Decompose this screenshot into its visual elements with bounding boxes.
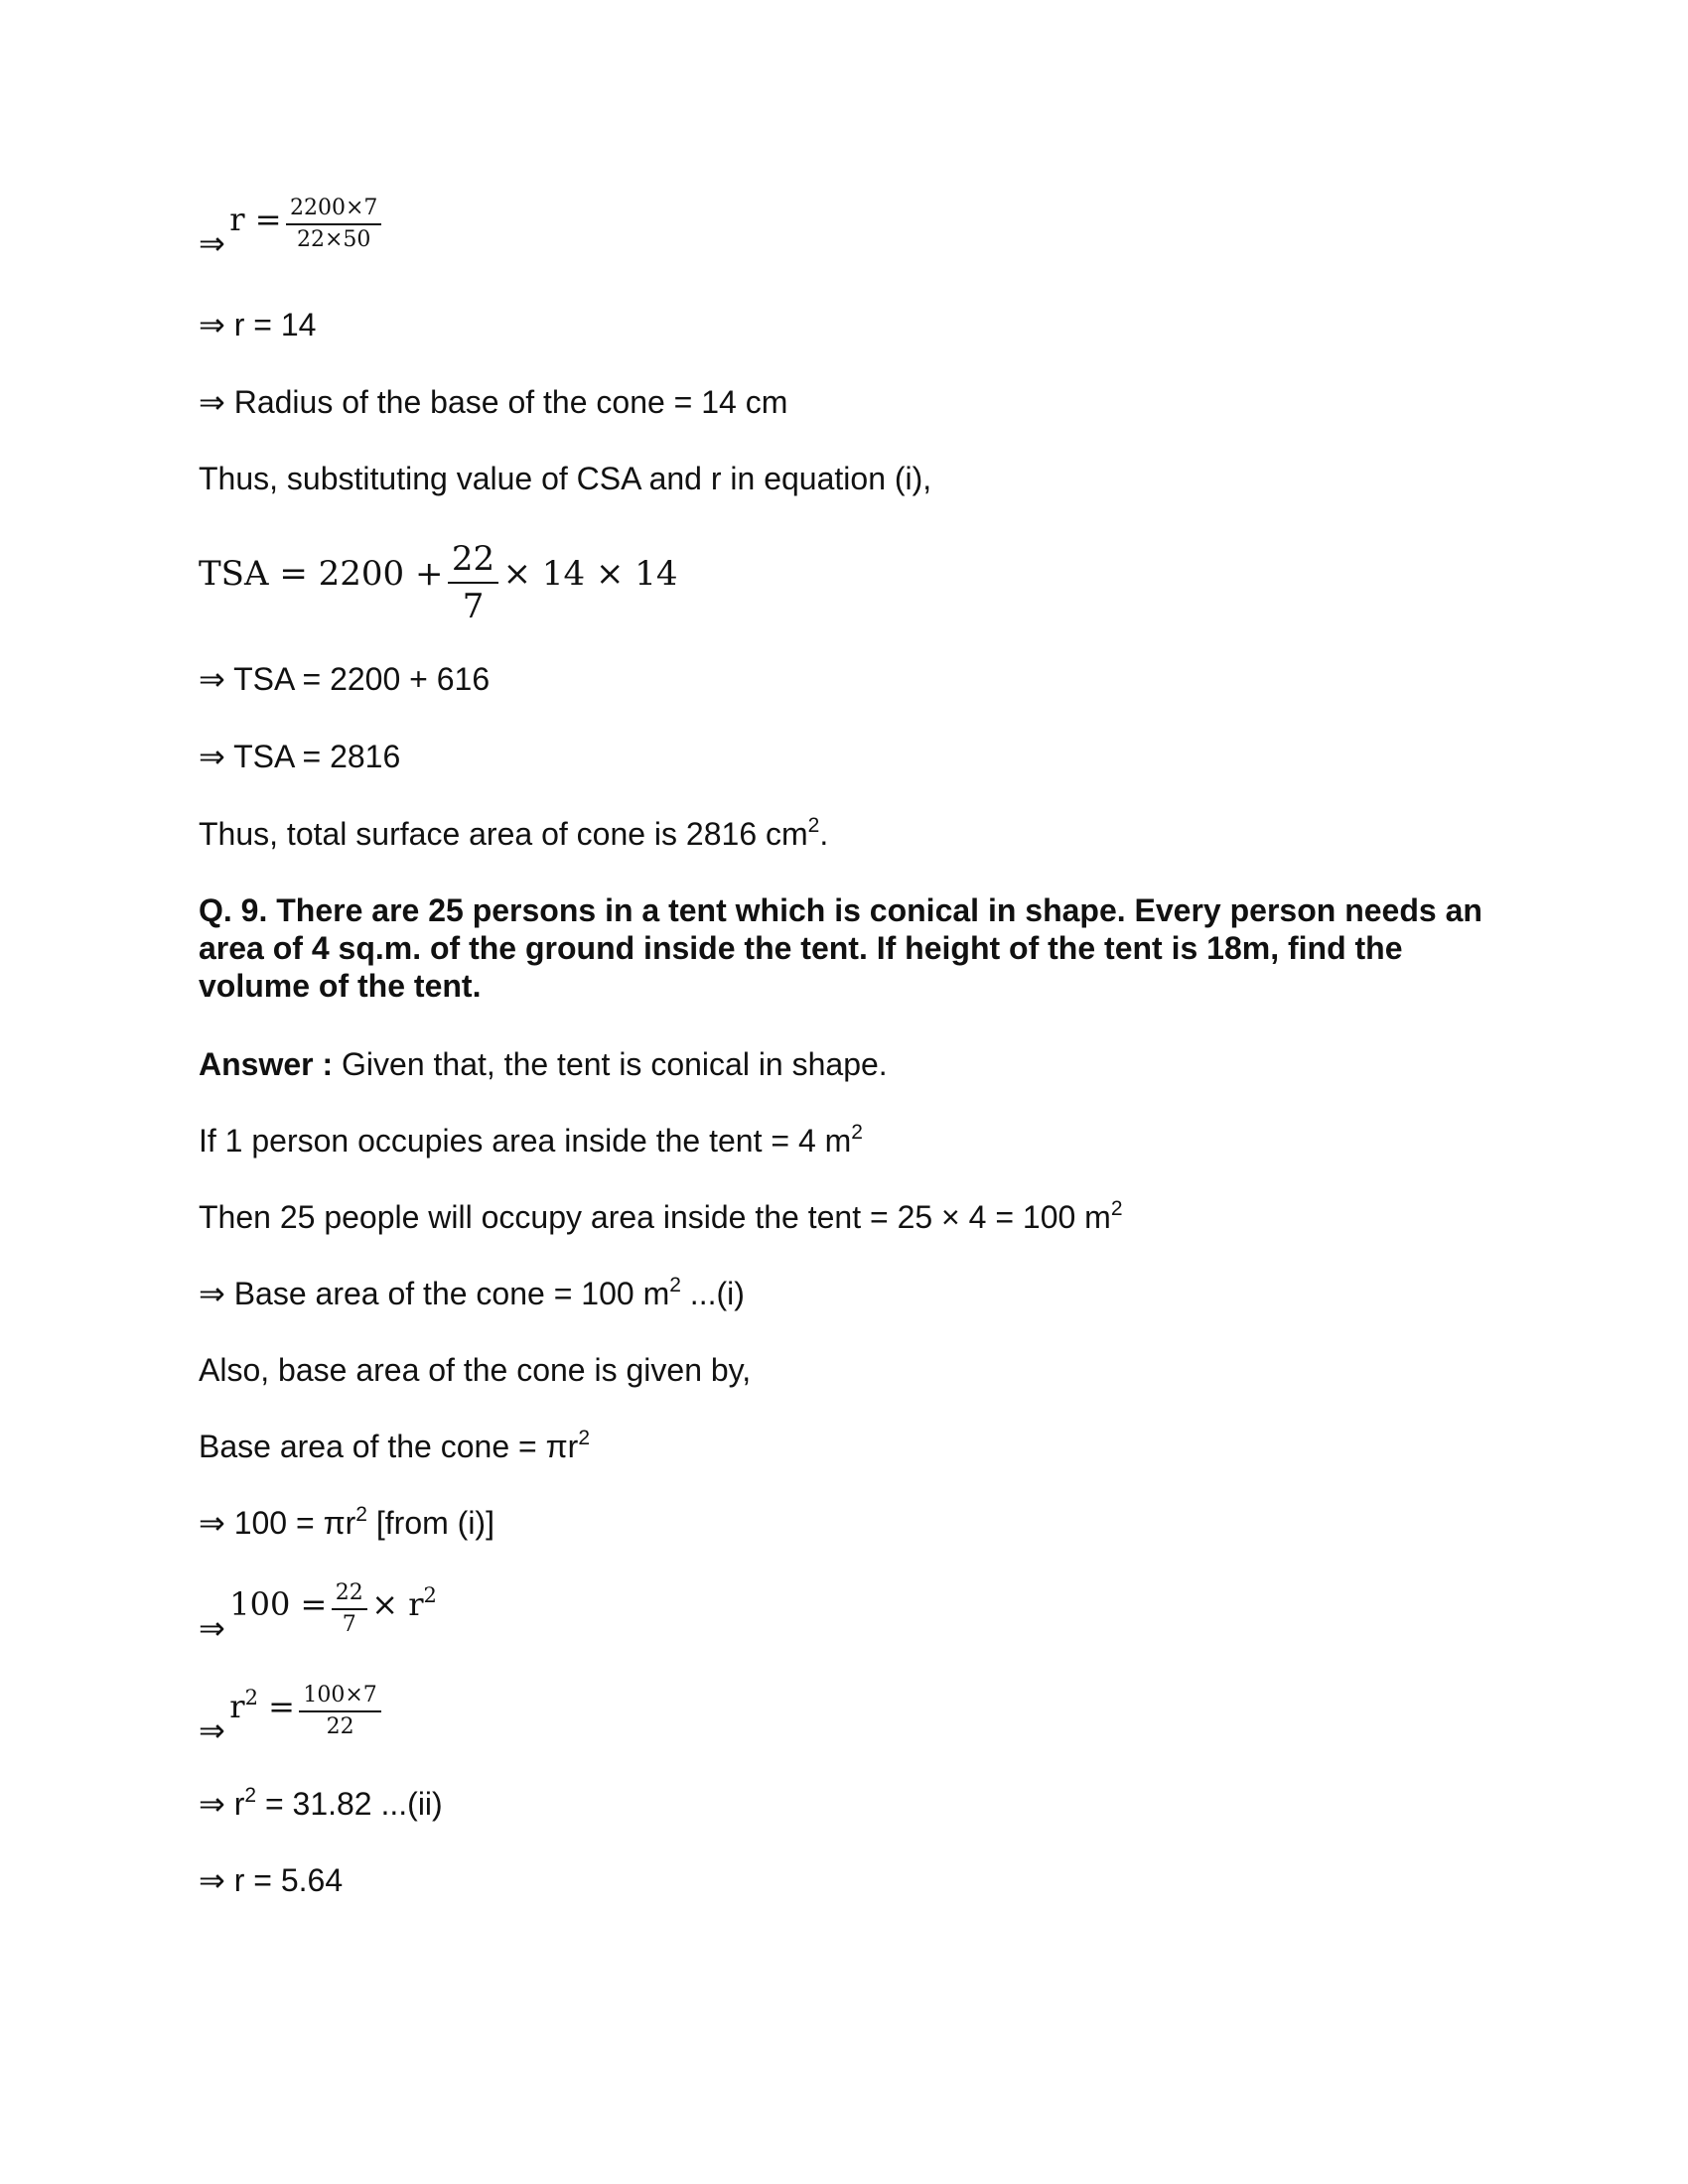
tsa-value: ⇒ TSA = 2816 xyxy=(199,739,401,774)
fraction-denominator: 7 xyxy=(342,1612,356,1637)
twenty-five-people-area xyxy=(199,1197,1123,1237)
r-equals-14: ⇒ r = 14 xyxy=(199,307,317,342)
base-area-formula xyxy=(199,1427,590,1466)
question-9: Q. 9. There are 25 persons in a tent which is conical in shape. Every person needs an area of 4 sq.m. of the ground inside the tent. If height of the tent is 18m, find the volume of the tent. xyxy=(199,892,1482,1004)
radius-statement: ⇒ Radius of the base of the cone = 14 cm xyxy=(199,384,788,420)
tsa-rhs: × 14 × 14 xyxy=(502,554,678,595)
fraction-numerator: 22 xyxy=(332,1578,367,1610)
tsa-lhs: TSA = 2200 + xyxy=(199,554,444,595)
tsa-sum: ⇒ TSA = 2200 + 616 xyxy=(199,661,491,697)
r-value: ⇒ r = 5.64 xyxy=(199,1862,344,1898)
fraction-numerator: 2200×7 xyxy=(286,194,381,225)
lhs-text: r xyxy=(229,1688,245,1726)
superscript: 2 xyxy=(851,1121,863,1144)
hundred-fraction-equation xyxy=(199,1578,437,1647)
hundred-equals-pi-r-squared xyxy=(199,1503,494,1543)
one-person-area xyxy=(199,1121,863,1160)
fraction xyxy=(332,1578,367,1640)
implies-symbol: ⇒ xyxy=(199,1712,225,1749)
line-text: ⇒ 100 = πr xyxy=(199,1505,356,1541)
tsa-equation xyxy=(199,536,678,629)
superscript: 2 xyxy=(578,1427,590,1449)
r-fraction-equation xyxy=(199,194,381,262)
fraction-numerator: 100×7 xyxy=(299,1681,380,1712)
fraction-numerator: 22 xyxy=(448,536,498,584)
answer-text: Given that, the tent is conical in shape. xyxy=(333,1046,888,1082)
substitution-statement: Thus, substituting value of CSA and r in equation (i), xyxy=(199,461,932,496)
superscript: 2 xyxy=(423,1583,437,1608)
fraction-denominator: 22 xyxy=(326,1714,354,1739)
line-tail: [from (i)] xyxy=(366,1505,494,1541)
line-text: If 1 person occupies area inside the tent = 4 m xyxy=(199,1123,852,1159)
line-tail: = 31.82 ...(ii) xyxy=(256,1786,443,1822)
superscript: 2 xyxy=(355,1503,367,1526)
rhs-text: × r xyxy=(371,1585,424,1624)
superscript: 2 xyxy=(1110,1197,1123,1220)
superscript: 2 xyxy=(244,1686,258,1710)
rhs xyxy=(371,1585,437,1623)
lhs: 100 = xyxy=(229,1585,328,1624)
r-squared-value xyxy=(199,1784,443,1824)
implies-symbol: ⇒ xyxy=(199,225,225,262)
fraction-denominator: 22×50 xyxy=(297,227,371,252)
line-text: Then 25 people will occupy area inside the tent = 25 × 4 = 100 m xyxy=(199,1199,1111,1235)
r-fraction xyxy=(286,194,381,255)
answer-intro xyxy=(199,1044,888,1084)
r-squared-fraction-equation xyxy=(199,1681,381,1749)
tsa-fraction xyxy=(448,536,498,629)
equals: = xyxy=(268,1688,295,1726)
superscript: 2 xyxy=(807,814,820,837)
base-area-value xyxy=(199,1274,745,1313)
total-surface-area-statement xyxy=(199,814,828,854)
also-statement: Also, base area of the cone is given by, xyxy=(199,1352,752,1388)
fraction xyxy=(299,1681,380,1742)
line-text: ⇒ Base area of the cone = 100 m xyxy=(199,1276,670,1311)
answer-label: Answer : xyxy=(199,1046,334,1082)
superscript: 2 xyxy=(669,1274,681,1297)
implies-symbol: ⇒ xyxy=(199,1610,225,1647)
fraction-denominator: 7 xyxy=(462,587,485,626)
lhs xyxy=(229,1688,295,1725)
period: . xyxy=(819,816,829,852)
line-tail: ...(i) xyxy=(680,1276,745,1311)
line-text: ⇒ r xyxy=(199,1786,245,1822)
total-text: Thus, total surface area of cone is 2816 cm xyxy=(199,816,808,852)
superscript: 2 xyxy=(244,1784,257,1807)
line-text: Base area of the cone = πr xyxy=(199,1429,579,1464)
r-lhs: r = xyxy=(229,201,282,239)
